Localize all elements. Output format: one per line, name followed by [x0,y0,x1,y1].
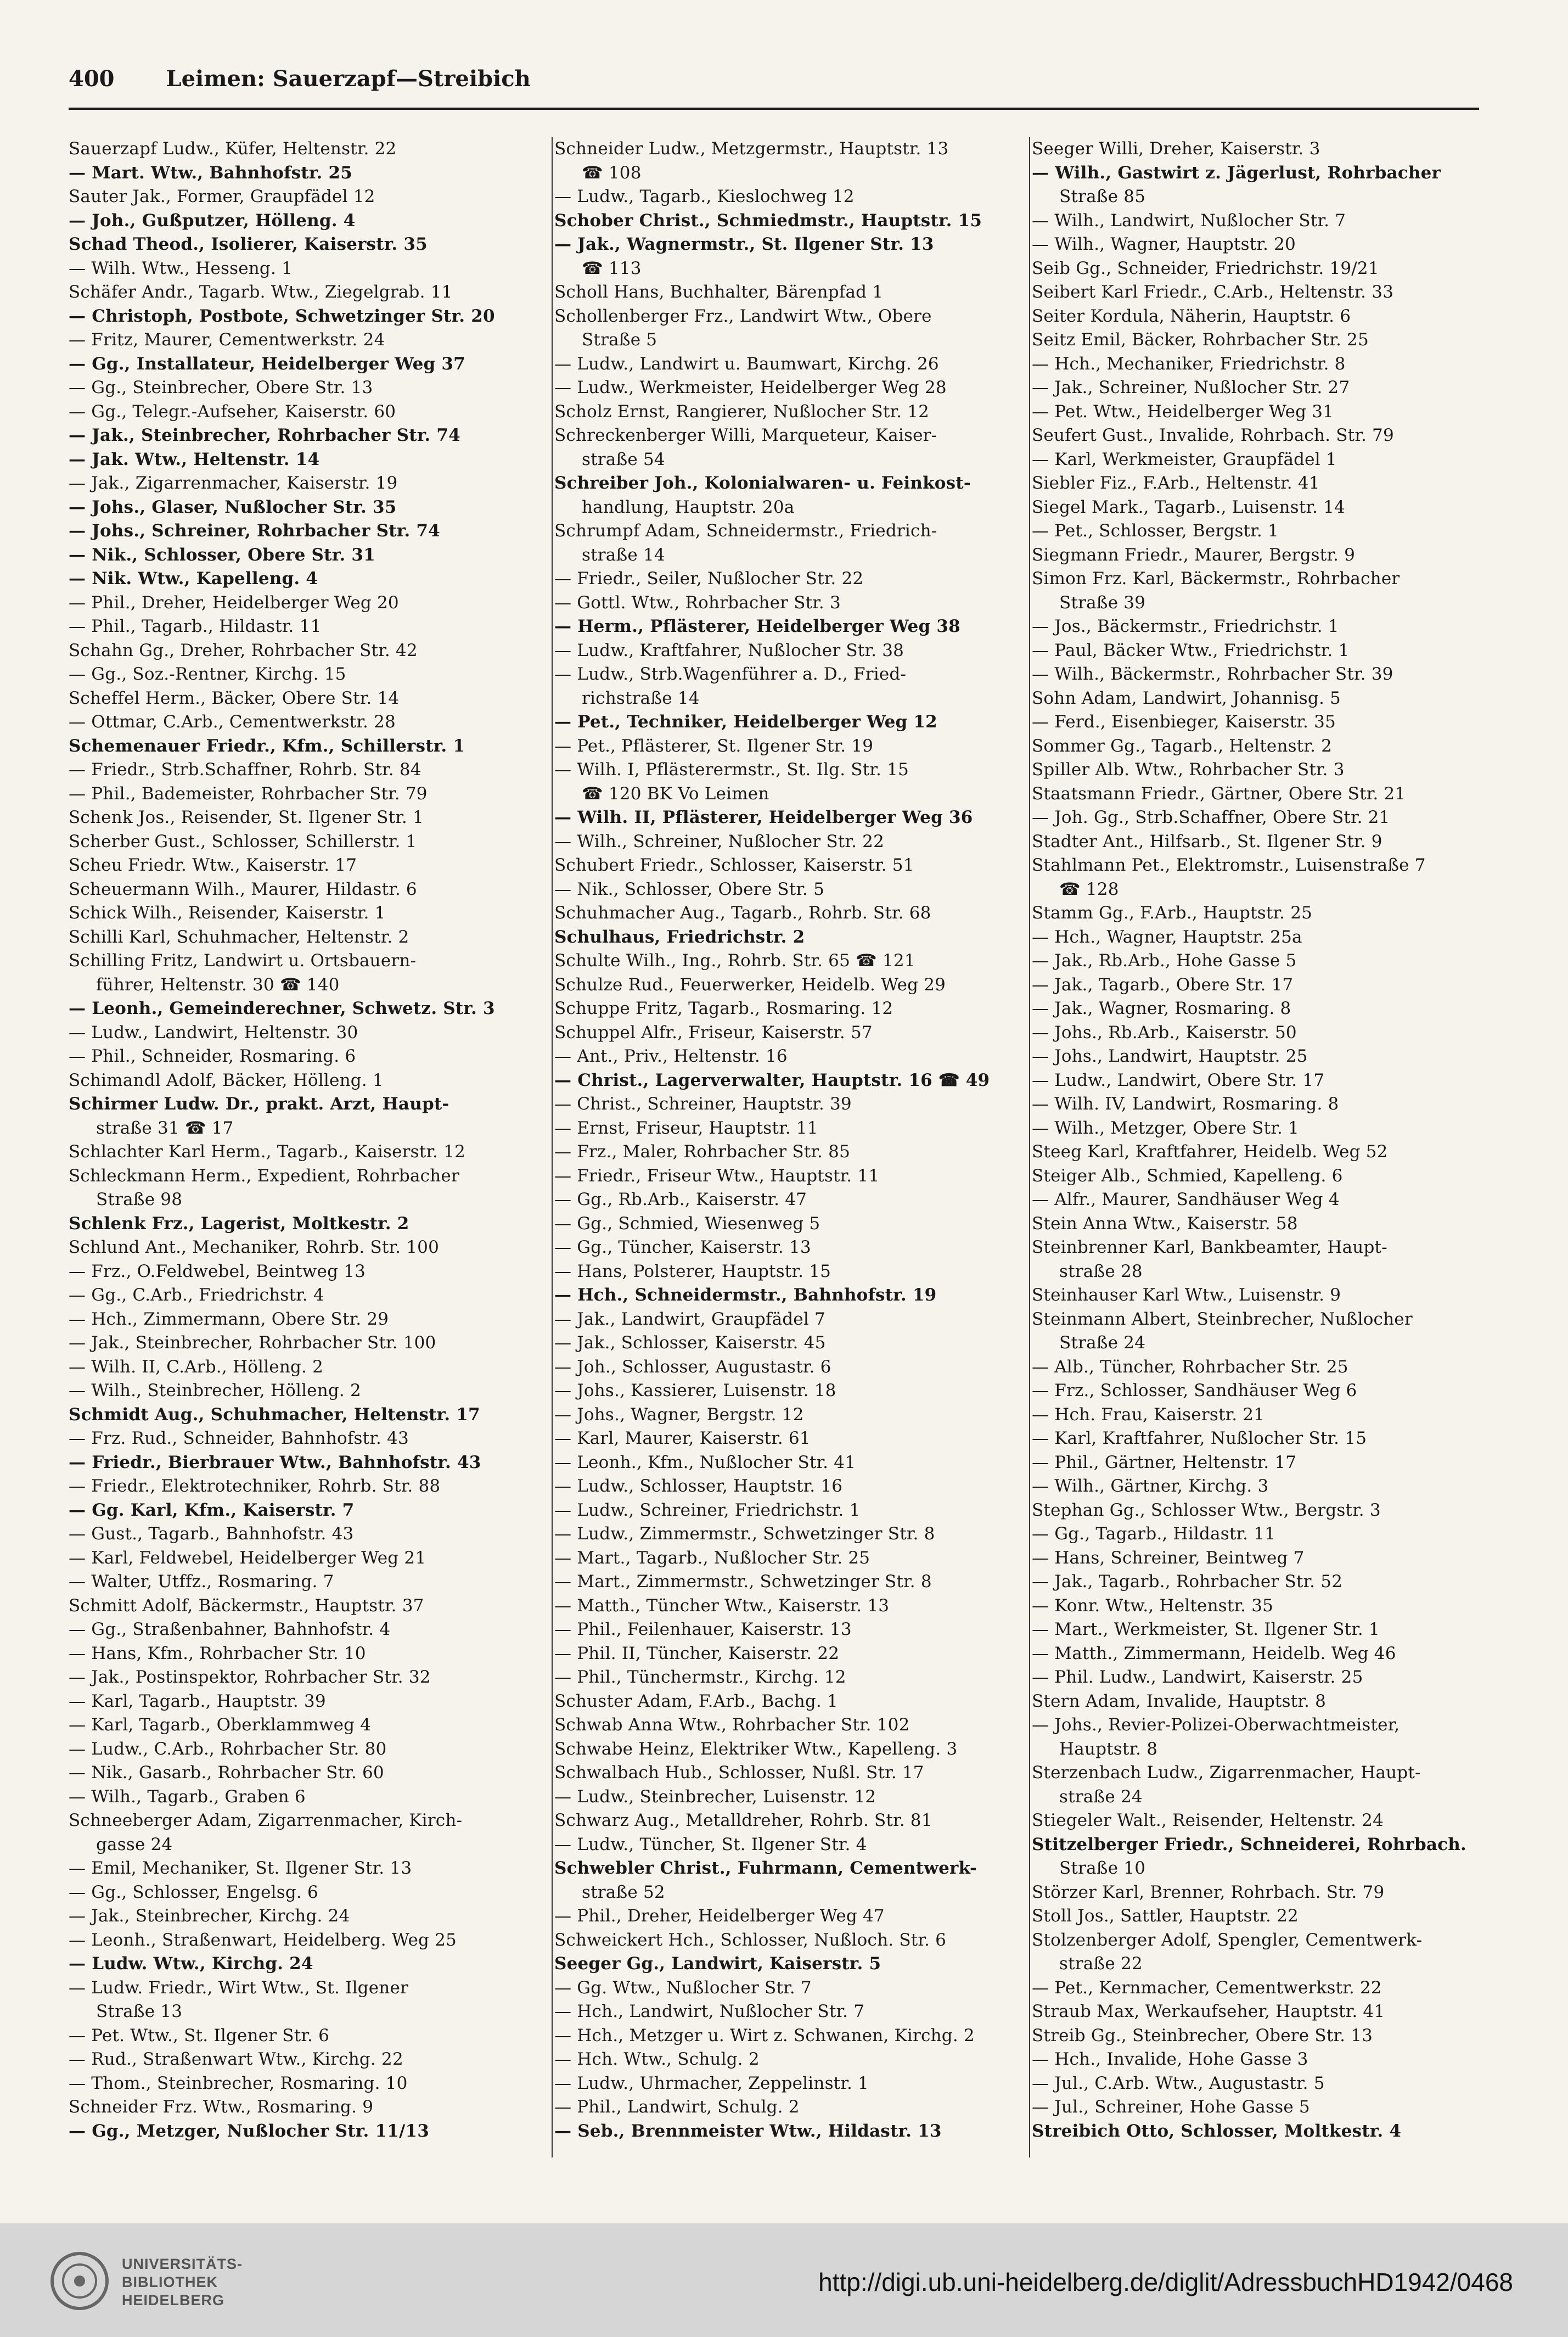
directory-entry: Schilli Karl, Schuhmacher, Heltenstr. 2 [69,927,409,947]
directory-entry: Steinbrenner Karl, Bankbeamter, Haupt- [1032,1237,1387,1257]
directory-entry: — Nik., Schlosser, Obere Str. 31 [69,545,375,565]
directory-entry: — Wilh., Steinbrecher, Hölleng. 2 [69,1381,361,1400]
directory-entry: Schneider Ludw., Metzgermstr., Hauptstr. 13 [554,139,949,159]
column-divider [552,137,553,2157]
directory-entry: straße 31 ☎ 17 [96,1118,234,1138]
directory-entry: — Hch. Wtw., Schulg. 2 [554,2049,760,2069]
directory-entry: — Ludw. Friedr., Wirt Wtw., St. Ilgener [69,1977,409,1998]
directory-entry: — Ottmar, C.Arb., Cementwerkstr. 28 [69,712,396,732]
directory-entry: — Wilh. Wtw., Hesseng. 1 [69,258,293,278]
directory-entry: — Hch., Mechaniker, Friedrichstr. 8 [1032,354,1346,374]
directory-entry: — Karl, Feldwebel, Heidelberger Weg 21 [69,1548,426,1568]
directory-entry: Stoll Jos., Sattler, Hauptstr. 22 [1032,1906,1299,1926]
directory-entry: Stitzelberger Friedr., Schneiderei, Rohrbach. [1032,1834,1466,1854]
directory-entry: Schober Christ., Schmiedmstr., Hauptstr. 15 [554,210,982,231]
directory-entry: Stahlmann Pet., Elektromstr., Luisenstraße 7 [1032,855,1426,875]
directory-entry: — Christ., Schreiner, Hauptstr. 39 [554,1094,852,1114]
directory-entry: — Phil., Gärtner, Heltenstr. 17 [1032,1452,1297,1472]
directory-entry: Stein Anna Wtw., Kaiserstr. 58 [1032,1213,1298,1234]
directory-entry: — Mart., Werkmeister, St. Ilgener Str. 1 [1032,1619,1380,1639]
directory-entry: Sterzenbach Ludw., Zigarrenmacher, Haupt- [1032,1763,1421,1783]
directory-entry: Seiter Kordula, Näherin, Hauptstr. 6 [1032,306,1351,326]
directory-entry: Simon Frz. Karl, Bäckermstr., Rohrbacher [1032,569,1400,589]
directory-entry: — Hch., Zimmermann, Obere Str. 29 [69,1309,389,1329]
directory-entry: — Wilh., Metzger, Obere Str. 1 [1032,1118,1299,1138]
directory-entry: Sohn Adam, Landwirt, Johannisg. 5 [1032,688,1341,708]
directory-entry: — Friedr., Seiler, Nußlocher Str. 22 [554,569,864,589]
directory-entry: — Ludw., Strb.Wagenführer a. D., Fried- [554,664,907,684]
directory-entry: — Matth., Zimmermann, Heidelb. Weg 46 [1032,1643,1396,1663]
directory-entry: Straße 10 [1059,1858,1146,1878]
directory-entry: — Gg., C.Arb., Friedrichstr. 4 [69,1285,324,1305]
directory-entry: — Jak., Rb.Arb., Hohe Gasse 5 [1032,951,1297,971]
directory-entry: Schleckmann Herm., Expedient, Rohrbacher [69,1165,459,1186]
directory-entry: führer, Heltenstr. 30 ☎ 140 [96,974,340,995]
directory-entry: — Phil., Feilenhauer, Kaiserstr. 13 [554,1619,852,1639]
directory-entry: — Jul., Schreiner, Hohe Gasse 5 [1032,2097,1310,2117]
directory-entry: straße 28 [1059,1261,1143,1281]
directory-entry: — Karl, Kraftfahrer, Nußlocher Str. 15 [1032,1428,1367,1448]
directory-entry: Schuppe Fritz, Tagarb., Rosmaring. 12 [554,999,893,1018]
directory-entry: — Gg., Tüncher, Kaiserstr. 13 [554,1237,811,1257]
directory-entry: — Ludw., Steinbrecher, Luisenstr. 12 [554,1786,876,1807]
directory-entry: — Phil., Bademeister, Rohrbacher Str. 79 [69,783,428,804]
directory-entry: — Wilh., Landwirt, Nußlocher Str. 7 [1032,210,1346,231]
directory-entry: Scheu Friedr. Wtw., Kaiserstr. 17 [69,855,357,875]
directory-entry: — Phil., Landwirt, Schulg. 2 [554,2097,800,2117]
directory-entry: Straub Max, Werkaufseher, Hauptstr. 41 [1032,2002,1385,2021]
directory-entry: Streib Gg., Steinbrecher, Obere Str. 13 [1032,2025,1373,2045]
directory-entry: — Alb., Tüncher, Rohrbacher Str. 25 [1032,1357,1348,1377]
directory-entry: — Ludw. Wtw., Kirchg. 24 [69,1954,313,1974]
directory-entry: — Frz., O.Feldwebel, Beintweg 13 [69,1261,366,1281]
directory-entry: — Hans, Polsterer, Hauptstr. 15 [554,1261,831,1281]
directory-entry: — Wilh. IV, Landwirt, Rosmaring. 8 [1032,1094,1339,1114]
directory-entry: — Jos., Bäckermstr., Friedrichstr. 1 [1032,617,1339,636]
directory-entry: — Gg. Karl, Kfm., Kaiserstr. 7 [69,1500,355,1520]
directory-entry: — Wilh., Schreiner, Nußlocher Str. 22 [554,831,884,851]
directory-entry: — Gust., Tagarb., Bahnhofstr. 43 [69,1524,354,1544]
directory-entry: Schwabe Heinz, Elektriker Wtw., Kapelleng. 3 [554,1739,958,1759]
directory-entry: Seufert Gust., Invalide, Rohrbach. Str. 79 [1032,425,1394,445]
source-url[interactable]: http://digi.ub.uni-heidelberg.de/diglit/AdressbuchHD1942/0468 [818,2268,1513,2296]
directory-entry: Schirmer Ludw. Dr., prakt. Arzt, Haupt- [69,1094,449,1114]
directory-entry: — Alfr., Maurer, Sandhäuser Weg 4 [1032,1190,1340,1209]
directory-entry: — Phil., Schneider, Rosmaring. 6 [69,1046,356,1066]
directory-entry: — Ernst, Friseur, Hauptstr. 11 [554,1118,818,1138]
directory-entry: — Gg., Installateur, Heidelberger Weg 37 [69,354,465,374]
directory-entry: Schulte Wilh., Ing., Rohrb. Str. 65 ☎ 121 [554,951,915,971]
directory-entry: — Mart., Zimmermstr., Schwetzinger Str. 8 [554,1572,932,1591]
directory-entry: — Wilh. II, C.Arb., Hölleng. 2 [69,1357,324,1377]
directory-entry: — Hch., Invalide, Hohe Gasse 3 [1032,2049,1308,2069]
directory-entry: — Jak., Steinbrecher, Kirchg. 24 [69,1906,350,1926]
directory-entry: — Paul, Bäcker Wtw., Friedrichstr. 1 [1032,640,1350,660]
directory-entry: Straße 24 [1059,1333,1146,1353]
directory-entry: — Jak., Tagarb., Rohrbacher Str. 52 [1032,1572,1343,1591]
directory-entry: — Christoph, Postbote, Schwetzinger Str. 20 [69,306,495,326]
directory-entry: ☎ 108 [582,162,642,183]
directory-entry: — Hch., Landwirt, Nußlocher Str. 7 [554,2002,865,2021]
directory-entry: — Wilh., Gastwirt z. Jägerlust, Rohrbacher [1032,162,1441,183]
directory-entry: — Ludw., Landwirt, Heltenstr. 30 [69,1022,358,1043]
page-header [69,66,1496,99]
directory-entry: Straße 98 [96,1190,183,1209]
footer-bar [0,2223,1568,2337]
directory-entry: Schuster Adam, F.Arb., Bachg. 1 [554,1691,838,1711]
directory-entry: Schahn Gg., Dreher, Rohrbacher Str. 42 [69,640,418,660]
directory-entry: — Hans, Kfm., Rohrbacher Str. 10 [69,1643,366,1663]
directory-entry: Spiller Alb. Wtw., Rohrbacher Str. 3 [1032,760,1345,780]
directory-entry: — Mart., Tagarb., Nußlocher Str. 25 [554,1548,870,1568]
directory-entry: ☎ 128 [1059,879,1119,899]
directory-entry: — Friedr., Strb.Schaffner, Rohrb. Str. 84 [69,760,421,780]
directory-entry: Schad Theod., Isolierer, Kaiserstr. 35 [69,234,428,254]
directory-entry: — Karl, Werkmeister, Graupfädel 1 [1032,449,1337,469]
directory-entry: Seitz Emil, Bäcker, Rohrbacher Str. 25 [1032,330,1369,350]
directory-entry: — Christ., Lagerverwalter, Hauptstr. 16 ☎ 49 [554,1070,990,1090]
directory-entry: Schenk Jos., Reisender, St. Ilgener Str. 1 [69,808,424,827]
directory-entry: Scheuermann Wilh., Maurer, Hildastr. 6 [69,879,417,899]
directory-entry: straße 14 [582,545,665,565]
directory-entry: — Phil. Ludw., Landwirt, Kaiserstr. 25 [1032,1667,1363,1687]
directory-entry: — Jak., Steinbrecher, Rohrbacher Str. 74 [69,425,460,445]
directory-entry: Schneeberger Adam, Zigarrenmacher, Kirch- [69,1811,463,1830]
directory-entry: Schwebler Christ., Fuhrmann, Cementwerk- [554,1858,977,1878]
directory-entry: — Jak., Wagnermstr., St. Ilgener Str. 13 [554,234,934,254]
directory-entry: — Ludw., C.Arb., Rohrbacher Str. 80 [69,1739,387,1759]
directory-entry: — Johs., Schreiner, Rohrbacher Str. 74 [69,521,440,541]
directory-entry: Seib Gg., Schneider, Friedrichstr. 19/21 [1032,258,1379,278]
directory-entry: — Gg. Wtw., Nußlocher Str. 7 [554,1977,812,1998]
library-line: BIBLIOTHEK [122,2274,218,2290]
column-2 [554,137,1032,2168]
directory-entry: — Ludw., Kraftfahrer, Nußlocher Str. 38 [554,640,904,660]
directory-entry: — Wilh. II, Pflästerer, Heidelberger Weg 36 [554,808,973,827]
directory-entry: — Ludw., Landwirt u. Baumwart, Kirchg. 26 [554,354,939,374]
directory-entry: — Johs., Glaser, Nußlocher Str. 35 [69,497,397,517]
directory-entry: — Frz. Rud., Schneider, Bahnhofstr. 43 [69,1428,409,1448]
directory-entry: — Frz., Maler, Rohrbacher Str. 85 [554,1142,851,1162]
directory-entry: — Karl, Tagarb., Oberklammweg 4 [69,1715,372,1735]
directory-entry: Schmidt Aug., Schuhmacher, Heltenstr. 17 [69,1404,480,1425]
column-1 [69,137,552,2168]
directory-entry: — Frz., Schlosser, Sandhäuser Weg 6 [1032,1381,1357,1400]
directory-entry: — Gottl. Wtw., Rohrbacher Str. 3 [554,592,841,613]
library-line: HEIDELBERG [122,2292,225,2308]
directory-entry: — Johs., Landwirt, Hauptstr. 25 [1032,1046,1308,1066]
directory-entry: — Hch., Schneidermstr., Bahnhofstr. 19 [554,1285,937,1305]
directory-entry: Störzer Karl, Brenner, Rohrbach. Str. 79 [1032,1882,1385,1902]
directory-entry: Schlenk Frz., Lagerist, Moltkestr. 2 [69,1213,409,1234]
directory-entry: Schweickert Hch., Schlosser, Nußloch. Str. 6 [554,1930,947,1950]
page-number: 400 [69,66,115,92]
directory-entry: — Jak., Schlosser, Kaiserstr. 45 [554,1333,826,1353]
directory-entry: Schulze Rud., Feuerwerker, Heidelb. Weg 29 [554,974,946,995]
directory-entry: — Joh., Gußputzer, Hölleng. 4 [69,210,356,231]
directory-entry: — Hch. Frau, Kaiserstr. 21 [1032,1404,1265,1425]
directory-entry: — Gg., Metzger, Nußlocher Str. 11/13 [69,2121,430,2141]
directory-entry: richstraße 14 [582,688,700,708]
directory-entry: — Gg., Telegr.-Aufseher, Kaiserstr. 60 [69,401,396,422]
directory-entry: Staatsmann Friedr., Gärtner, Obere Str. 21 [1032,783,1406,804]
column-divider [1029,137,1030,2157]
directory-entry: — Thom., Steinbrecher, Rosmaring. 10 [69,2073,408,2093]
directory-entry: — Gg., Tagarb., Hildastr. 11 [1032,1524,1276,1544]
directory-entry: — Johs., Kassierer, Luisenstr. 18 [554,1381,836,1400]
directory-entry: — Phil., Tünchermstr., Kirchg. 12 [554,1667,846,1687]
directory-entry: Schick Wilh., Reisender, Kaiserstr. 1 [69,903,386,923]
directory-entry: — Johs., Revier-Polizei-Oberwachtmeister, [1032,1715,1400,1735]
directory-entry: — Mart. Wtw., Bahnhofstr. 25 [69,162,353,183]
directory-entry: — Wilh., Tagarb., Graben 6 [69,1786,306,1807]
directory-entry: Steiger Alb., Schmied, Kapelleng. 6 [1032,1165,1343,1186]
directory-entry: Seibert Karl Friedr., C.Arb., Heltenstr. 33 [1032,282,1394,302]
directory-entry: Stern Adam, Invalide, Hauptstr. 8 [1032,1691,1327,1711]
directory-entry: — Leonh., Gemeinderechner, Schwetz. Str. 3 [69,999,495,1018]
directory-entry: ☎ 120 BK Vo Leimen [582,783,769,804]
library-name [122,2255,243,2310]
directory-entry: — Nik., Gasarb., Rohrbacher Str. 60 [69,1763,384,1783]
directory-entry: straße 22 [1059,1954,1143,1974]
directory-entry: — Ludw., Schlosser, Hauptstr. 16 [554,1476,843,1496]
directory-entry: — Karl, Tagarb., Hauptstr. 39 [69,1691,326,1711]
directory-entry: — Jak., Steinbrecher, Rohrbacher Str. 100 [69,1333,436,1353]
directory-entry: — Matth., Tüncher Wtw., Kaiserstr. 13 [554,1595,890,1616]
directory-entry: Schlund Ant., Mechaniker, Rohrb. Str. 100 [69,1237,440,1257]
directory-entry: — Friedr., Bierbrauer Wtw., Bahnhofstr. 43 [69,1452,481,1472]
directory-entry: — Jak., Schreiner, Nußlocher Str. 27 [1032,378,1350,397]
directory-entry: Steeg Karl, Kraftfahrer, Heidelb. Weg 52 [1032,1142,1388,1162]
directory-entry: — Gg., Rb.Arb., Kaiserstr. 47 [554,1190,807,1209]
directory-entry: Scheffel Herm., Bäcker, Obere Str. 14 [69,688,400,708]
directory-entry: — Ludw., Tüncher, St. Ilgener Str. 4 [554,1834,867,1854]
directory-entry: handlung, Hauptstr. 20a [582,497,795,517]
directory-entry: — Herm., Pflästerer, Heidelberger Weg 38 [554,617,960,636]
directory-entry: Schrumpf Adam, Schneidermstr., Friedrich- [554,521,937,541]
directory-entry: — Hans, Schreiner, Beintweg 7 [1032,1548,1305,1568]
directory-entry: Siegmann Friedr., Maurer, Bergstr. 9 [1032,545,1356,565]
directory-entry: — Ludw., Werkmeister, Heidelberger Weg 28 [554,378,947,397]
directory-entry: Straße 5 [582,330,657,350]
directory-entry: — Joh. Gg., Strb.Schaffner, Obere Str. 21 [1032,808,1390,827]
page-title: Leimen: Sauerzapf—Streibich [166,66,531,92]
directory-entry: Straße 13 [96,2002,183,2021]
directory-entry: — Joh., Schlosser, Augustastr. 6 [554,1357,831,1377]
directory-entry: ☎ 113 [582,258,642,278]
directory-entry: — Jak. Wtw., Heltenstr. 14 [69,449,320,469]
directory-entry: — Gg., Straßenbahner, Bahnhofstr. 4 [69,1619,391,1639]
directory-entry: — Fritz, Maurer, Cementwerkstr. 24 [69,330,385,350]
directory-entry: — Nik., Schlosser, Obere Str. 5 [554,879,825,899]
directory-entry: Schollenberger Frz., Landwirt Wtw., Obere [554,306,932,326]
directory-entry: — Phil., Tagarb., Hildastr. 11 [69,617,322,636]
directory-entry: — Jak., Landwirt, Graupfädel 7 [554,1309,825,1329]
directory-entry: Schneider Frz. Wtw., Rosmaring. 9 [69,2097,374,2117]
directory-entry: gasse 24 [96,1834,173,1854]
directory-entry: — Nik. Wtw., Kapelleng. 4 [69,569,318,589]
directory-entry: Schwab Anna Wtw., Rohrbacher Str. 102 [554,1715,910,1735]
directory-entry: Schreiber Joh., Kolonialwaren- u. Feinkost- [554,473,971,493]
directory-entry: Straße 85 [1059,187,1146,206]
directory-entry: — Phil., Dreher, Heidelberger Weg 47 [554,1906,885,1926]
directory-entry: Seeger Willi, Dreher, Kaiserstr. 3 [1032,139,1320,159]
directory-entry: — Jak., Zigarrenmacher, Kaiserstr. 19 [69,473,398,493]
directory-entry: straße 54 [582,449,665,469]
directory-entry: Stamm Gg., F.Arb., Hauptstr. 25 [1032,903,1313,923]
directory-entry: Sauter Jak., Former, Graupfädel 12 [69,187,375,206]
directory-entry: Schwarz Aug., Metalldreher, Rohrb. Str. 81 [554,1811,932,1830]
directory-entry: — Friedr., Elektrotechniker, Rohrb. Str. 88 [69,1476,441,1496]
directory-entry: — Jak., Wagner, Rosmaring. 8 [1032,999,1291,1018]
directory-entry: Sauerzapf Ludw., Küfer, Heltenstr. 22 [69,139,397,159]
directory-entry: — Hch., Metzger u. Wirt z. Schwanen, Kirchg. 2 [554,2025,975,2045]
directory-entry: — Johs., Rb.Arb., Kaiserstr. 50 [1032,1022,1297,1043]
directory-entry: — Pet., Techniker, Heidelberger Weg 12 [554,712,937,732]
directory-entry: Steinhauser Karl Wtw., Luisenstr. 9 [1032,1285,1341,1305]
directory-entry: — Pet. Wtw., St. Ilgener Str. 6 [69,2025,330,2045]
directory-entry: — Wilh., Bäckermstr., Rohrbacher Str. 39 [1032,664,1393,684]
directory-entry: — Ludw., Landwirt, Obere Str. 17 [1032,1070,1325,1090]
university-seal-icon [49,2251,110,2311]
directory-entry: — Hch., Wagner, Hauptstr. 25a [1032,927,1302,947]
directory-entry: Siebler Fiz., F.Arb., Heltenstr. 41 [1032,473,1320,493]
directory-entry: Scholz Ernst, Rangierer, Nußlocher Str. 12 [554,401,930,422]
directory-entry: straße 52 [582,1882,665,1902]
directory-entry: — Gg., Soz.-Rentner, Kirchg. 15 [69,664,346,684]
directory-entry: — Phil. II, Tüncher, Kaiserstr. 22 [554,1643,840,1663]
directory-entry: Schreckenberger Willi, Marqueteur, Kaiser- [554,425,937,445]
directory-entry: — Wilh., Wagner, Hauptstr. 20 [1032,234,1296,254]
directory-entry: Steinmann Albert, Steinbrecher, Nußlocher [1032,1309,1413,1329]
directory-entry: — Leonh., Kfm., Nußlocher Str. 41 [554,1452,856,1472]
header-rule [69,108,1479,110]
directory-entry: — Wilh. I, Pflästerermstr., St. Ilg. Str. 15 [554,760,909,780]
directory-entry: — Gg., Steinbrecher, Obere Str. 13 [69,378,373,397]
directory-entry: — Johs., Wagner, Bergstr. 12 [554,1404,804,1425]
directory-entry: Schuhmacher Aug., Tagarb., Rohrb. Str. 68 [554,903,931,923]
directory-entry: Scholl Hans, Buchhalter, Bärenpfad 1 [554,282,884,302]
directory-entry: — Wilh., Gärtner, Kirchg. 3 [1032,1476,1269,1496]
directory-entry: — Ant., Priv., Heltenstr. 16 [554,1046,788,1066]
directory-entry: — Pet., Kernmacher, Cementwerkstr. 22 [1032,1977,1382,1998]
directory-entry: Stephan Gg., Schlosser Wtw., Bergstr. 3 [1032,1500,1381,1520]
directory-entry: — Phil., Dreher, Heidelberger Weg 20 [69,592,399,613]
directory-entry: Siegel Mark., Tagarb., Luisenstr. 14 [1032,497,1345,517]
directory-entry: Straße 39 [1059,592,1146,613]
directory-entry: — Jak., Postinspektor, Rohrbacher Str. 32 [69,1667,431,1687]
directory-entry: — Jak., Tagarb., Obere Str. 17 [1032,974,1294,995]
directory-entry: Sommer Gg., Tagarb., Heltenstr. 2 [1032,736,1333,756]
directory-entry: Schäfer Andr., Tagarb. Wtw., Ziegelgrab. 11 [69,282,453,302]
directory-entry: Schlachter Karl Herm., Tagarb., Kaiserstr. 12 [69,1142,466,1162]
directory-entry: Schubert Friedr., Schlosser, Kaiserstr. 51 [554,855,914,875]
directory-entry: — Friedr., Friseur Wtw., Hauptstr. 11 [554,1165,880,1186]
directory-entry: Schwalbach Hub., Schlosser, Nußl. Str. 17 [554,1763,924,1783]
directory-entry: Stiegeler Walt., Reisender, Heltenstr. 24 [1032,1811,1384,1830]
directory-entry: Stadter Ant., Hilfsarb., St. Ilgener Str. 9 [1032,831,1382,851]
directory-entry: Streibich Otto, Schlosser, Moltkestr. 4 [1032,2121,1402,2141]
directory-entry: — Rud., Straßenwart Wtw., Kirchg. 22 [69,2049,403,2069]
directory-entry: — Karl, Maurer, Kaiserstr. 61 [554,1428,811,1448]
directory-entry: — Konr. Wtw., Heltenstr. 35 [1032,1595,1274,1616]
column-3 [1032,137,1509,2168]
directory-entry: — Ludw., Tagarb., Kieslochweg 12 [554,187,855,206]
directory-entry: — Ludw., Zimmermstr., Schwetzinger Str. 8 [554,1524,935,1544]
directory-entry: Schimandl Adolf, Bäcker, Hölleng. 1 [69,1070,384,1090]
directory-entry: — Gg., Schlosser, Engelsg. 6 [69,1882,318,1902]
directory-entry: Seeger Gg., Landwirt, Kaiserstr. 5 [554,1954,881,1974]
directory-entry: Schulhaus, Friedrichstr. 2 [554,927,805,947]
directory-entry: — Ludw., Uhrmacher, Zeppelinstr. 1 [554,2073,869,2093]
directory-entry: Schuppel Alfr., Friseur, Kaiserstr. 57 [554,1022,873,1043]
directory-entry: — Walter, Utffz., Rosmaring. 7 [69,1572,334,1591]
directory-entry: — Emil, Mechaniker, St. Ilgener Str. 13 [69,1858,412,1878]
directory-entry: — Gg., Schmied, Wiesenweg 5 [554,1213,820,1234]
directory-entry: Scherber Gust., Schlosser, Schillerstr. 1 [69,831,417,851]
directory-entry: — Pet. Wtw., Heidelberger Weg 31 [1032,401,1334,422]
directory-entry: — Pet., Schlosser, Bergstr. 1 [1032,521,1279,541]
directory-entry: Stolzenberger Adolf, Spengler, Cementwerk- [1032,1930,1423,1950]
directory-entry: — Seb., Brennmeister Wtw., Hildastr. 13 [554,2121,942,2141]
directory-entry: Schemenauer Friedr., Kfm., Schillerstr. 1 [69,736,465,756]
directory-entry: Hauptstr. 8 [1059,1739,1158,1759]
directory-entry: — Pet., Pflästerer, St. Ilgener Str. 19 [554,736,874,756]
directory-entry: — Jul., C.Arb. Wtw., Augustastr. 5 [1032,2073,1325,2093]
directory-entry: — Ludw., Schreiner, Friedrichstr. 1 [554,1500,861,1520]
directory-entry: — Leonh., Straßenwart, Heidelberg. Weg 25 [69,1930,457,1950]
directory-entry: — Ferd., Eisenbieger, Kaiserstr. 35 [1032,712,1336,732]
directory-entry: Schilling Fritz, Landwirt u. Ortsbauern- [69,951,417,971]
directory-entry: Schmitt Adolf, Bäckermstr., Hauptstr. 37 [69,1595,424,1616]
directory-entry: straße 24 [1059,1786,1143,1807]
library-line: UNIVERSITÄTS- [122,2256,243,2272]
